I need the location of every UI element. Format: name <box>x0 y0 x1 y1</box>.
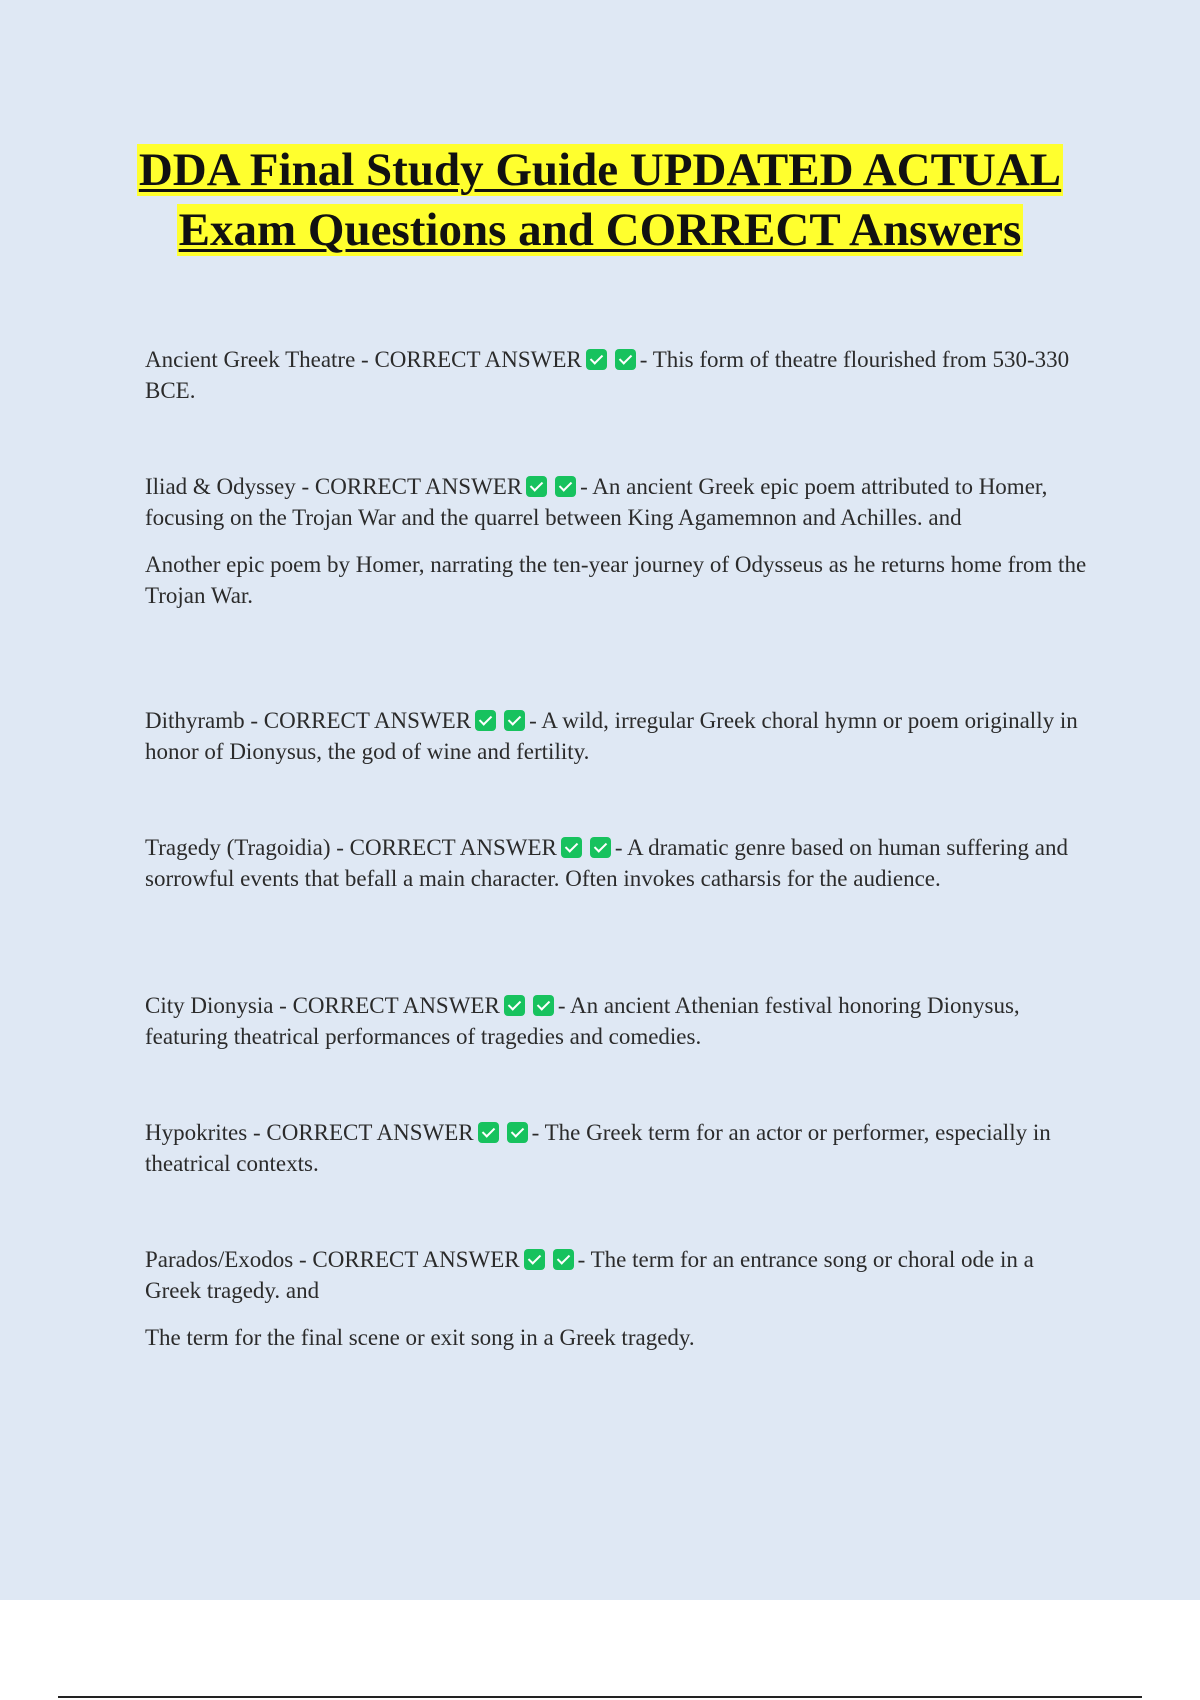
entry-term: Ancient Greek Theatre - CORRECT ANSWER <box>145 347 582 372</box>
check-mark-icon <box>507 1122 528 1143</box>
check-mark-icon <box>555 476 576 497</box>
check-mark-icon <box>524 1249 545 1270</box>
entry-term: City Dionysia - CORRECT ANSWER <box>145 993 500 1018</box>
qa-entry-iliad-odyssey <box>145 471 1090 611</box>
entry-text <box>145 832 1090 894</box>
entry-term: Dithyramb - CORRECT ANSWER <box>145 708 472 733</box>
entry-definition: - A dramatic genre based on human suffering and sorrowful events that befall a main character. Often invokes catharsis for the audience. <box>145 835 1068 891</box>
footer-divider <box>58 1696 1142 1698</box>
check-mark-icon <box>561 837 582 858</box>
entry-definition: - An ancient Athenian festival honoring Dionysus, featuring theatrical performances of tragedies and comedies. <box>145 993 1020 1049</box>
check-mark-icon <box>475 710 496 731</box>
check-mark-icon <box>504 995 525 1016</box>
entry-term: Tragedy (Tragoidia) - CORRECT ANSWER <box>145 835 557 860</box>
check-mark-icon <box>615 349 636 370</box>
entry-term: Hypokrites - CORRECT ANSWER <box>145 1120 474 1145</box>
entry-text <box>145 705 1090 767</box>
entry-term: Parados/Exodos - CORRECT ANSWER <box>145 1247 520 1272</box>
entry-definition: - The term for an entrance song or choral ode in a Greek tragedy. and <box>145 1247 1034 1303</box>
check-mark-icon <box>590 837 611 858</box>
entry-text <box>145 1244 1090 1306</box>
entry-term: Iliad & Odyssey - CORRECT ANSWER <box>145 474 523 499</box>
check-mark-icon <box>504 710 525 731</box>
page-title <box>100 140 1100 260</box>
entry-definition: - An ancient Greek epic poem attributed to Homer, focusing on the Trojan War and the quarrel between King Agamemnon and Achilles. and <box>145 474 1048 530</box>
entry-text <box>145 1117 1090 1179</box>
qa-entry-ancient-greek-theatre <box>145 344 1090 406</box>
title-text: DDA Final Study Guide UPDATED ACTUAL Exam Questions and CORRECT Answers <box>138 144 1062 256</box>
qa-entry-tragedy <box>145 832 1090 894</box>
entry-text <box>145 344 1090 406</box>
entry-continuation: The term for the final scene or exit song in a Greek tragedy. <box>145 1325 695 1350</box>
entry-definition: - The Greek term for an actor or performer, especially in theatrical contexts. <box>145 1120 1051 1176</box>
qa-entry-dithyramb <box>145 705 1090 767</box>
entry-continuation: Another epic poem by Homer, narrating the ten-year journey of Odysseus as he returns home from the Trojan War. <box>145 552 1087 608</box>
entry-text <box>145 471 1090 533</box>
qa-entry-city-dionysia <box>145 990 1090 1052</box>
entry-definition: - This form of theatre flourished from 530-330 BCE. <box>145 347 1070 403</box>
entry-text <box>145 990 1090 1052</box>
qa-entry-parados-exodos <box>145 1244 1090 1353</box>
check-mark-icon <box>478 1122 499 1143</box>
check-mark-icon <box>533 995 554 1016</box>
entry-definition: - A wild, irregular Greek choral hymn or poem originally in honor of Dionysus, the god of wine and fertility. <box>145 708 1078 764</box>
qa-entry-hypokrites <box>145 1117 1090 1179</box>
check-mark-icon <box>526 476 547 497</box>
check-mark-icon <box>553 1249 574 1270</box>
check-mark-icon <box>586 349 607 370</box>
